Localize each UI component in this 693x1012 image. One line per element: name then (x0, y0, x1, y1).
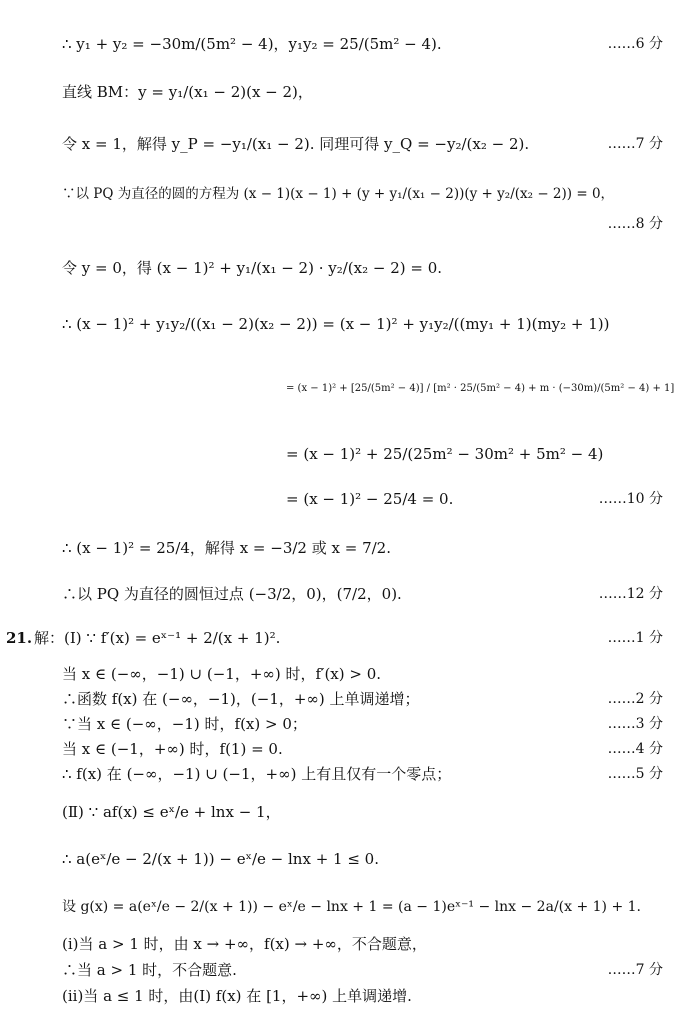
solution-text: ∴ y₁ + y₂ = −30m/(5m² − 4)，y₁y₂ = 25/(5m² − 4). (62, 35, 442, 53)
solution-text: (Ⅱ) ∵ af(x) ≤ eˣ/e + lnx − 1， (62, 803, 281, 821)
solution-text: ∴以 PQ 为直径的圆恒过点 (−3/2，0)，(7/2，0). (62, 585, 402, 603)
score-mark: ……7 分 (607, 136, 663, 152)
question-number: 21. (6, 629, 33, 647)
score-mark: ……8 分 (607, 216, 663, 232)
solution-text: (i)当 a > 1 时，由 x → +∞，f(x) → +∞，不合题意， (62, 935, 427, 953)
solution-line-17 (0, 735, 693, 763)
solution-text: 直线 BM：y = y₁/(x₁ − 2)(x − 2)， (62, 83, 313, 101)
score-mark: ……5 分 (607, 766, 663, 782)
solution-text: ∴ (x − 1)² + y₁y₂/((x₁ − 2)(x₂ − 2)) = (x − 1)² + y₁y₂/((my₁ + 1)(my₂ + 1)) (62, 315, 610, 333)
solution-line-24 (0, 982, 693, 1010)
solution-line-19 (0, 798, 693, 826)
solution-text: ∵当 x ∈ (−∞，−1) 时，f(x) > 0； (62, 715, 307, 733)
solution-line-23 (0, 956, 693, 984)
solution-text: ∴当 a > 1 时，不合题意. (62, 961, 237, 979)
solution-line-10 (0, 485, 693, 513)
score-mark: ……2 分 (607, 691, 663, 707)
solution-line-16 (0, 710, 693, 738)
solution-text: ∴ (x − 1)² = 25/4，解得 x = −3/2 或 x = 7/2. (62, 539, 391, 557)
solution-line-2 (0, 78, 693, 106)
solution-line-13 (0, 624, 693, 652)
solution-line-5 (0, 210, 693, 238)
solution-text: (ii)当 a ≤ 1 时，由(Ⅰ) f(x) 在 [1，+∞) 上单调递增. (62, 987, 412, 1005)
score-mark: ……1 分 (607, 630, 663, 646)
solution-text: ∴ f(x) 在 (−∞，−1) ∪ (−1，+∞) 上有且仅有一个零点； (62, 765, 452, 783)
solution-line-8 (0, 375, 693, 403)
solution-line-21 (0, 893, 693, 921)
solution-line-20 (0, 845, 693, 873)
solution-text: ∵以 PQ 为直径的圆的方程为 (x − 1)(x − 1) + (y + y₁/(x₁ − 2))(y + y₂/(x₂ − 2)) = 0， (62, 186, 615, 202)
solution-text: 当 x ∈ (−1，+∞) 时，f(1) = 0. (62, 740, 283, 758)
solution-line-7 (0, 310, 693, 338)
solution-line-18 (0, 760, 693, 788)
solution-text: 当 x ∈ (−∞，−1) ∪ (−1，+∞) 时，f′(x) > 0. (62, 665, 382, 683)
solution-text: = (x − 1)² + [25/(5m² − 4)] / [m² · 25/(5m² − 4) + m · (−30m)/(5m² − 4) + 1] (286, 383, 675, 394)
solution-line-11 (0, 534, 693, 562)
score-mark: ……10 分 (598, 491, 663, 507)
solution-line-3 (0, 130, 693, 158)
solution-text: = (x − 1)² + 25/(25m² − 30m² + 5m² − 4) (286, 445, 604, 463)
solution-line-15 (0, 685, 693, 713)
solution-text: 解：(Ⅰ) ∵ f′(x) = eˣ⁻¹ + 2/(x + 1)². (34, 629, 281, 647)
score-mark: ……3 分 (607, 716, 663, 732)
solution-line-6 (0, 254, 693, 282)
solution-text: = (x − 1)² − 25/4 = 0. (286, 490, 454, 508)
solution-line-14 (0, 660, 693, 688)
solution-line-22 (0, 930, 693, 958)
score-mark: ……6 分 (607, 36, 663, 52)
solution-line-12 (0, 580, 693, 608)
solution-text: 令 y = 0，得 (x − 1)² + y₁/(x₁ − 2) · y₂/(x₂ − 2) = 0. (62, 259, 443, 277)
score-mark: ……7 分 (607, 962, 663, 978)
solution-text: ∴ a(eˣ/e − 2/(x + 1)) − eˣ/e − lnx + 1 ≤ 0. (62, 850, 379, 868)
solution-text: ∴函数 f(x) 在 (−∞，−1)，(−1，+∞) 上单调递增； (62, 690, 420, 708)
solution-text: 令 x = 1，解得 y_P = −y₁/(x₁ − 2). 同理可得 y_Q = −y₂/(x₂ − 2). (62, 135, 530, 153)
score-mark: ……12 分 (598, 586, 663, 602)
score-mark: ……4 分 (607, 741, 663, 757)
solution-line-1 (0, 30, 693, 58)
solution-line-9 (0, 440, 693, 468)
solution-text: 设 g(x) = a(eˣ/e − 2/(x + 1)) − eˣ/e − lnx + 1 = (a − 1)eˣ⁻¹ − lnx − 2a/(x + 1) + 1. (62, 899, 642, 915)
solution-line-4 (0, 180, 693, 208)
